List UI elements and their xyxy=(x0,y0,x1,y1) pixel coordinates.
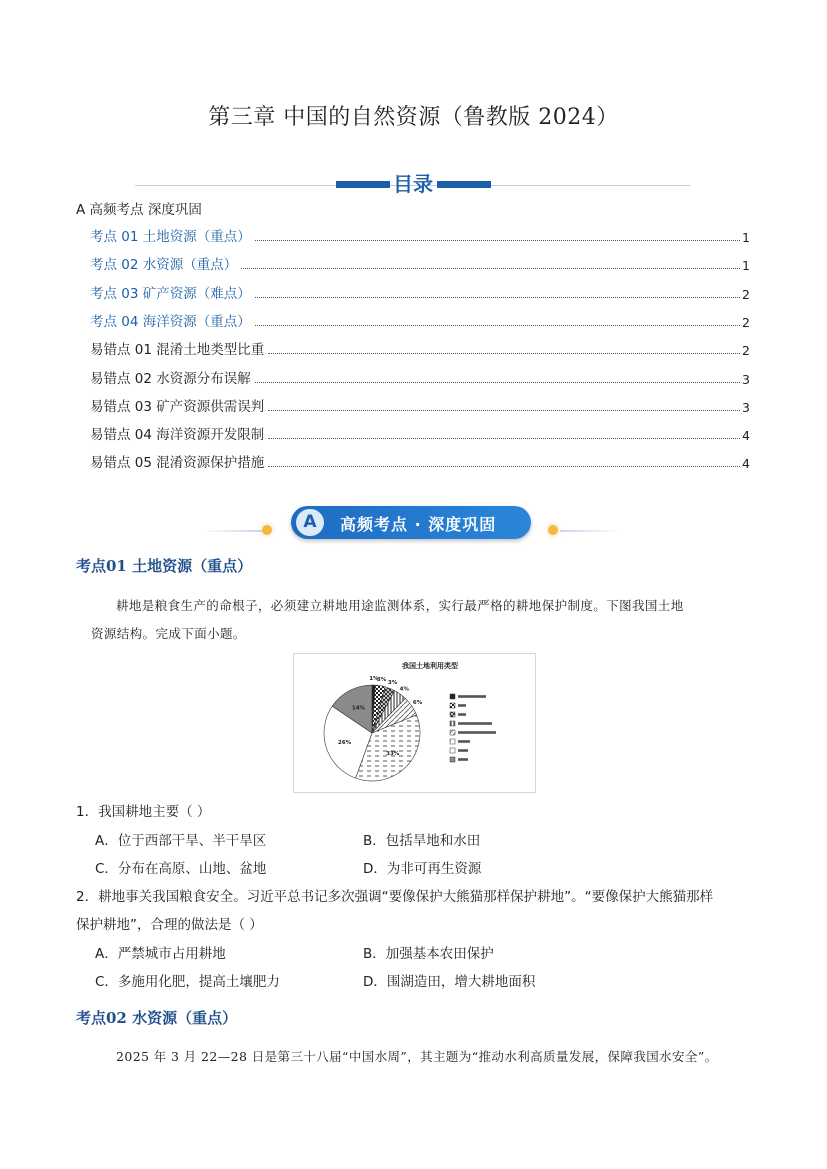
toc-entry-label: 易错点 02 水资源分布误解 xyxy=(90,370,251,387)
q1-option-c[interactable]: C．分布在高原、山地、盆地 xyxy=(95,861,267,877)
q1-stem: 1．我国耕地主要（ ） xyxy=(76,804,211,820)
q2-option-a[interactable]: A．严禁城市占用耕地 xyxy=(95,946,226,962)
kp1-title: 考点01 土地资源（重点） xyxy=(76,557,253,575)
toc-leader-dots xyxy=(255,240,740,241)
legend-swatch xyxy=(450,712,455,717)
toc-entry[interactable] xyxy=(90,425,750,443)
pie-slice-label: 33% xyxy=(386,751,400,758)
toc-entry[interactable] xyxy=(90,369,750,387)
q2-option-d[interactable]: D．围湖造田，增大耕地面积 xyxy=(363,974,536,990)
legend-text-mark xyxy=(458,704,466,707)
toc-entry-label: 易错点 05 混淆资源保护措施 xyxy=(90,455,265,472)
toc-entry-label: 易错点 03 矿产资源供需误判 xyxy=(90,398,265,415)
toc-entry[interactable] xyxy=(90,227,750,245)
q2-option-c[interactable]: C．多施用化肥，提高土壤肥力 xyxy=(95,974,280,990)
toc-leader-dots xyxy=(255,382,740,383)
q2-stem-line1: 2．耕地事关我国粮食安全。习近平总书记多次强调“要像保护大熊猫那样保护耕地”。“要像保护大熊猫那样 xyxy=(76,889,714,905)
legend-swatch xyxy=(450,739,455,744)
q2-option-b[interactable]: B．加强基本农田保护 xyxy=(363,946,494,962)
legend-swatch xyxy=(450,703,455,708)
toc-entry-page: 1 xyxy=(742,230,750,245)
toc-leader-dots xyxy=(268,353,740,354)
toc-entry[interactable] xyxy=(90,284,750,302)
section-dot-right xyxy=(548,525,558,535)
toc-entry-page: 2 xyxy=(742,343,750,359)
toc-entry-page: 1 xyxy=(742,258,750,274)
kp1-paragraph-line2: 资源结构。完成下面小题。 xyxy=(91,626,246,641)
legend-text-mark xyxy=(458,731,496,734)
pie-slice-label: 6% xyxy=(412,700,423,707)
kp2-title: 考点02 水资源（重点） xyxy=(76,1009,238,1027)
toc-entry-page: 4 xyxy=(742,456,750,472)
toc-leader-dots xyxy=(255,297,740,298)
toc-entry-page: 4 xyxy=(742,428,750,444)
toc-entry[interactable] xyxy=(90,397,750,415)
legend-text-mark xyxy=(458,749,468,752)
section-line-left xyxy=(200,530,262,532)
toc-leader-dots xyxy=(268,438,740,439)
chart-title: 我国土地利用类型 xyxy=(402,662,458,670)
kp2-paragraph-line1: 2025 年 3 月 22—28 日是第三十八届“中国水周”，其主题为“推动水利高质量发展，保障我国水安全”。 xyxy=(116,1049,718,1064)
toc-leader-dots xyxy=(268,410,740,411)
toc-leader-dots xyxy=(268,466,740,467)
toc-root-entry[interactable]: A 高频考点 深度巩固 xyxy=(76,202,202,218)
toc-entry-label: 考点 04 海洋资源（重点） xyxy=(90,313,251,330)
toc-entry-label: 考点 03 矿产资源（难点） xyxy=(90,285,251,302)
toc-bar-left xyxy=(336,181,390,188)
toc-entry-page: 2 xyxy=(742,286,750,302)
toc-entry-label: 易错点 04 海洋资源开发限制 xyxy=(90,427,265,444)
legend-text-mark xyxy=(458,713,466,716)
toc-entry[interactable] xyxy=(90,453,750,471)
section-title: 高频考点 · 深度巩固 xyxy=(340,515,497,534)
kp1-paragraph-line1: 耕地是粮食生产的命根子，必须建立耕地用途监测体系，实行最严格的耕地保护制度。下图我国土地 xyxy=(116,598,684,613)
pie-chart-svg xyxy=(294,654,535,792)
pie-slice-label: 26% xyxy=(338,739,352,746)
toc-leader-dots xyxy=(255,325,740,326)
toc-leader-dots xyxy=(241,268,740,269)
pie-slice-label: 3% xyxy=(376,676,387,683)
section-dot-left xyxy=(262,525,272,535)
toc-entry[interactable] xyxy=(90,340,750,358)
section-letter: A xyxy=(296,509,324,536)
legend-text-mark xyxy=(458,695,486,698)
legend-text-mark xyxy=(458,722,492,725)
legend-swatch xyxy=(450,757,455,762)
q1-option-d[interactable]: D．为非可再生资源 xyxy=(363,861,482,877)
pie-slice-label: 1% xyxy=(369,676,379,683)
legend-swatch xyxy=(450,694,455,699)
legend-swatch xyxy=(450,721,455,726)
legend-text-mark xyxy=(458,740,470,743)
toc-entry-page: 2 xyxy=(742,314,750,330)
toc-heading: 目录 xyxy=(393,172,433,196)
legend-text-mark xyxy=(458,758,468,761)
toc-bar-right xyxy=(437,181,491,188)
pie-slice-label: 4% xyxy=(399,686,410,693)
pie-slice-label: 3% xyxy=(387,680,398,687)
toc-entry[interactable] xyxy=(90,255,750,273)
toc-entry[interactable] xyxy=(90,312,750,330)
q2-stem-line2: 保护耕地”，合理的做法是（ ） xyxy=(76,917,263,933)
toc-entry-page: 3 xyxy=(742,371,750,387)
toc-entry-page: 3 xyxy=(742,399,750,415)
land-use-pie-chart xyxy=(293,653,536,793)
toc-entry-label: 考点 01 土地资源（重点） xyxy=(90,229,251,245)
q1-option-b[interactable]: B．包括旱地和水田 xyxy=(363,833,481,849)
document-title: 第三章 中国的自然资源（鲁教版 2024） xyxy=(208,105,619,130)
section-line-right xyxy=(560,530,622,532)
toc-entry-label: 易错点 01 混淆土地类型比重 xyxy=(90,342,265,359)
legend-swatch xyxy=(450,748,455,753)
legend-swatch xyxy=(450,730,455,735)
pie-slice-label: 14% xyxy=(351,705,366,712)
q1-option-a[interactable]: A．位于西部干旱、半干旱区 xyxy=(95,833,267,849)
toc-entry-label: 考点 02 水资源（重点） xyxy=(90,257,238,274)
